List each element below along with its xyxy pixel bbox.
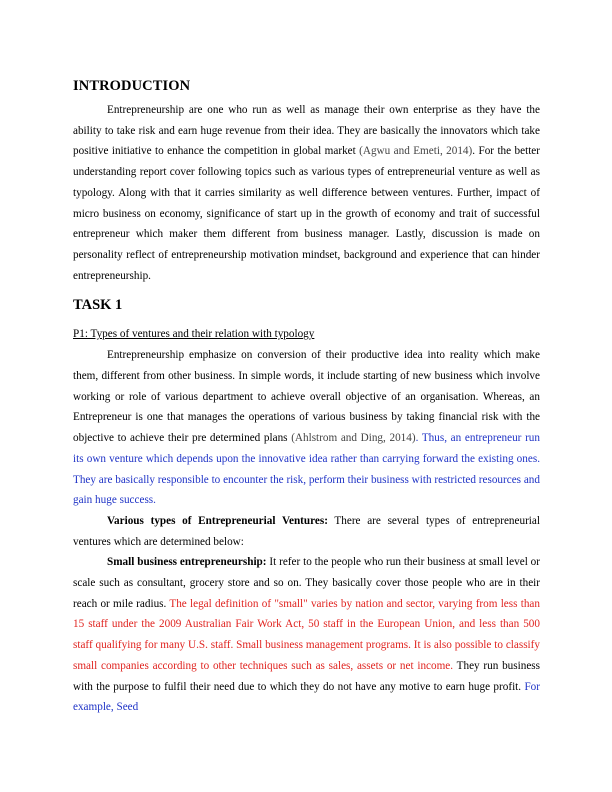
typology-citation: (Ahlstrom and Ding, 2014) — [291, 432, 416, 445]
page-content — [73, 76, 540, 718]
intro-citation: (Agwu and Emeti, 2014) — [359, 145, 473, 158]
intro-text-1: Entrepreneurship are one who run as well as manage their own enterprise as they have the ability to take risk and earn huge revenue from their idea. They are basically the innovators which take positive initiative to enhance the competition in global market — [73, 104, 540, 158]
small-business-paragraph — [73, 552, 540, 718]
small-business-bold-lead: Small business entrepreneurship: — [107, 556, 267, 569]
task-heading: TASK 1 — [73, 297, 123, 314]
small-business-text: It refer to the people who run their business at small level or scale such as consultant, grocery store and so on. They basically cover those people who are in their reach or mile radius. — [73, 556, 540, 610]
small-business-text-2: They run business with the purpose to fulfil their need due to which they do not have any motive to earn huge profit. — [73, 659, 540, 693]
typology-dot: . — [415, 432, 422, 445]
typology-highlight: Thus, an entrepreneur run its own venture which depends upon the innovative idea rather than carrying forward the existing ones. They are basically responsible to encounter the risk, perform their business with restricted resources and gain huge success. — [73, 432, 540, 507]
typology-text: Entrepreneurship emphasize on conversion of their productive idea into reality which make them, different from other business. In simple words, it include starting of new business which involve working or role of various department to achieve overall objective of an organisation. Whereas, an Entrepreneur is one that manages the operations of various business by taking financial risk with the objective to achieve their pre determined plans — [73, 349, 540, 445]
introduction-paragraph — [73, 100, 540, 286]
typology-paragraph — [73, 345, 540, 511]
ventures-text: There are several types of entrepreneurial ventures which are determined below: — [73, 514, 540, 548]
ventures-bold-lead: Various types of Entrepreneurial Ventures: — [107, 514, 328, 527]
section-subheading: P1: Types of ventures and their relation with typology — [73, 328, 315, 341]
small-business-red-text: The legal definition of "small" varies by nation and sector, varying from less than 15 staff under the 2009 Australian Fair Work Act, 50 staff in the European Union, and less than 500 staff qualifying for many U.S. staff. Small business management programs. It is also possible to classify small companies according to other techniques such as sales, assets or net income. — [73, 597, 540, 672]
introduction-heading: INTRODUCTION — [73, 78, 191, 94]
small-business-blue-text: For example, Seed — [73, 680, 540, 714]
ventures-paragraph — [73, 511, 540, 552]
intro-text-2: . For the better understanding report cover following topics such as various types of entrepreneurial venture as well as typology. Along with that it carries similarity as well difference between ventures. Further, impact of micro business on economy, significance of start up in the growth of economy and trait of successful entrepreneur which maker them different from business manager. Lastly, discussion is made on personality reflect of entrepreneurship motivation mindset, background and experience that can hinder entrepreneurship. — [73, 145, 540, 282]
